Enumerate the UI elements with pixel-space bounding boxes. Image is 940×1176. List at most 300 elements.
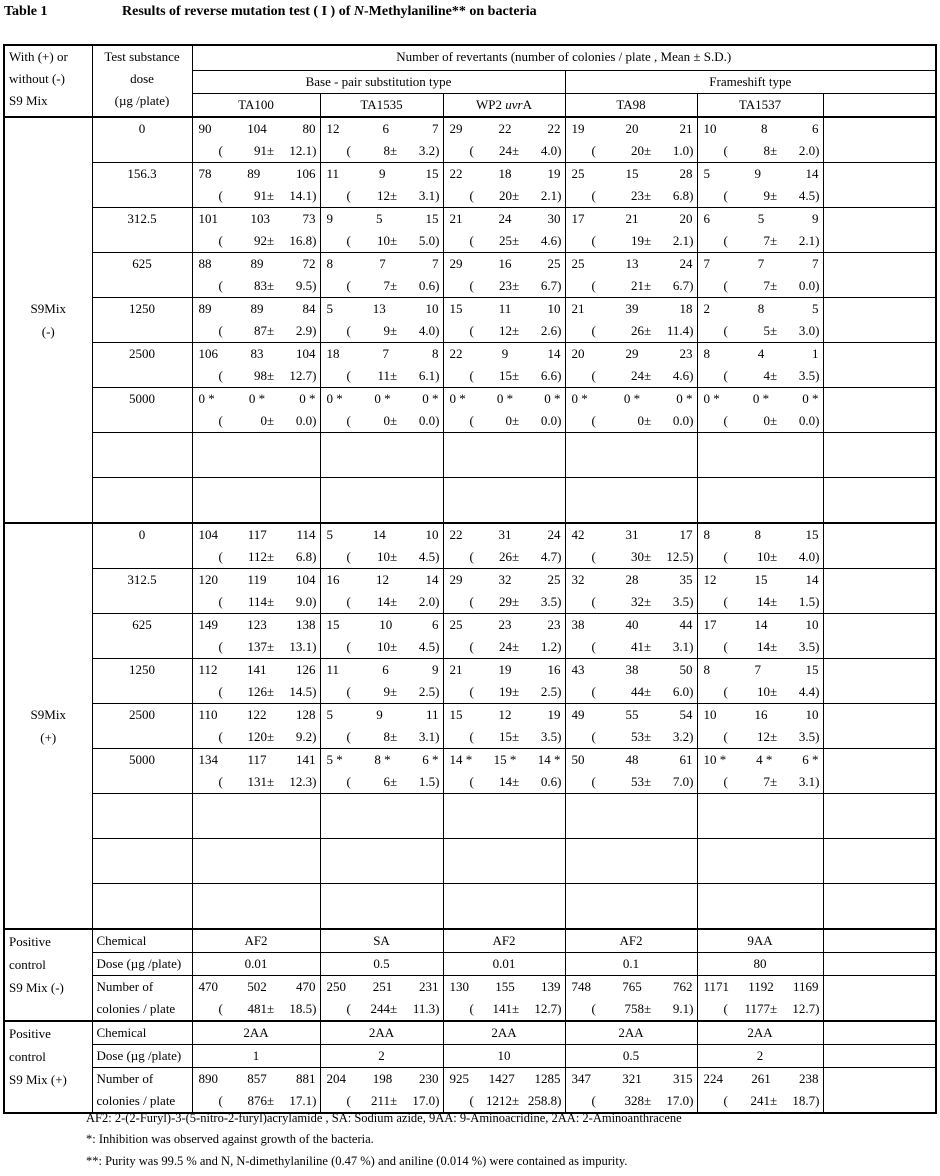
plate-count: 14 [754, 617, 768, 632]
blank-cell [443, 433, 565, 478]
plate-counts [566, 343, 697, 365]
sd-value: 9.1 [672, 1001, 690, 1016]
paren: ) [435, 729, 440, 744]
paren: ) [689, 639, 694, 654]
plate-counts [698, 388, 823, 410]
footnote-abbreviations: AF2: 2-(2-Furyl)-3-(5-nitro-2-furyl)acrylamide , SA: Sodium azide, 9AA: 9-Aminoacridine, 2AA: 2-Aminoanthracene [86, 1111, 682, 1125]
plate-count: 470 [198, 979, 218, 994]
sd-value: 2.5 [540, 684, 558, 699]
chemical-label: Chemical [92, 1021, 192, 1045]
plate-count: 149 [198, 617, 218, 632]
mean-sd [321, 230, 443, 252]
plate-count: 250 [326, 979, 346, 994]
paren: ) [815, 639, 820, 654]
paren: ( [591, 188, 596, 203]
dose-cell: 625 [92, 614, 192, 659]
paren: ( [723, 188, 728, 203]
plate-count: 19 [547, 166, 561, 181]
mean-value: 10 [377, 233, 391, 248]
plate-count: 7 [754, 662, 761, 677]
plate-count: 347 [571, 1071, 591, 1086]
strain-cell [443, 569, 565, 614]
paren: ( [218, 774, 223, 789]
plus-minus: ± [390, 143, 398, 158]
strain-cell [565, 253, 697, 298]
strain-cell [320, 1068, 443, 1114]
mean-sd [566, 591, 697, 613]
mean-sd [193, 410, 320, 432]
footnote-inhibition: *: Inhibition was observed against growth of the bacteria. [86, 1132, 374, 1146]
mean-sd [321, 591, 443, 613]
plate-count: 14 [805, 166, 819, 181]
text-line: (+) [40, 730, 57, 745]
plus-minus: ± [267, 594, 275, 609]
paren: ( [469, 278, 474, 293]
blank-cell [320, 433, 443, 478]
sd-value: 3.5 [540, 729, 558, 744]
sd-value: 12.7 [534, 1001, 558, 1016]
blank-cell [565, 433, 697, 478]
sd-value: 2.6 [540, 323, 558, 338]
paren: ( [723, 1093, 728, 1108]
plate-count: 49 [571, 707, 585, 722]
paren: ( [218, 188, 223, 203]
strain-cell [443, 343, 565, 388]
mean-sd [566, 365, 697, 387]
paren: ( [469, 549, 474, 564]
plate-counts [566, 976, 697, 998]
mean-value: 91 [254, 188, 268, 203]
strain-cell [697, 298, 823, 343]
sd-value: 3.1 [798, 774, 816, 789]
plate-counts [444, 524, 565, 546]
plate-counts [566, 659, 697, 681]
mean-sd [444, 365, 565, 387]
plate-counts [193, 298, 320, 320]
plate-counts [698, 1068, 823, 1090]
table-number: Table 1 [4, 4, 48, 19]
mean-value: 10 [757, 684, 771, 699]
strain-cell [565, 343, 697, 388]
plate-count: 0 * [802, 391, 819, 406]
paren: ( [723, 1001, 728, 1016]
mean-value: 141 [492, 1001, 513, 1016]
mean-value: 131 [247, 774, 268, 789]
dose-cell: 0.1 [565, 953, 697, 976]
mean-sd [321, 1090, 443, 1112]
plate-count: 21 [625, 211, 639, 226]
blank-row [4, 884, 936, 930]
caption-pre: Results of reverse mutation test ( I ) of [122, 4, 354, 19]
positive-count-row [4, 976, 936, 1022]
plus-minus: ± [644, 549, 652, 564]
mean-sd [566, 275, 697, 297]
text-line: With (+) or [9, 49, 68, 64]
plus-minus: ± [512, 188, 520, 203]
plate-count: 139 [541, 979, 561, 994]
mean-value: 137 [247, 639, 268, 654]
plate-counts [698, 253, 823, 275]
plus-minus: ± [267, 413, 275, 428]
plus-minus: ± [644, 143, 652, 158]
plate-count: 0 * [752, 391, 770, 406]
strain-cell [320, 298, 443, 343]
sd-value: 5.0 [418, 233, 436, 248]
sd-value: 4.6 [672, 368, 690, 383]
positive-label [4, 929, 92, 1021]
sd-value: 0.0 [798, 413, 816, 428]
paren: ( [591, 278, 596, 293]
plate-counts [698, 976, 823, 998]
plate-counts [193, 1068, 320, 1090]
plate-count: 0 * [198, 391, 215, 406]
plate-count: 10 [425, 301, 439, 316]
plate-count: 765 [622, 979, 642, 994]
plate-counts [444, 253, 565, 275]
paren: ) [435, 233, 440, 248]
paren: ) [689, 413, 694, 428]
plate-count: 106 [198, 346, 218, 361]
plate-counts [193, 253, 320, 275]
plus-minus: ± [770, 233, 778, 248]
plate-count: 8 [703, 527, 710, 542]
plus-minus: ± [390, 1093, 398, 1108]
mean-sd [698, 320, 823, 342]
plate-count: 224 [703, 1071, 723, 1086]
paren: ) [435, 1093, 440, 1108]
paren: ) [815, 143, 820, 158]
sd-value: 6.8 [672, 188, 690, 203]
paren: ) [689, 143, 694, 158]
plate-count: 11 [425, 707, 439, 722]
mean-value: 7 [763, 774, 771, 789]
strain-cell [565, 163, 697, 208]
plate-count: 106 [296, 166, 316, 181]
blank-cell [565, 794, 697, 839]
plate-count: 13 [625, 256, 639, 271]
plate-count: 0 * [571, 391, 588, 406]
strain-cell [565, 749, 697, 794]
paren: ( [346, 1001, 351, 1016]
plate-count: 80 [302, 121, 316, 136]
mean-sd [193, 726, 320, 748]
paren: ( [346, 368, 351, 383]
dose-cell: 312.5 [92, 208, 192, 253]
paren: ( [723, 143, 728, 158]
plus-minus: ± [512, 1001, 520, 1016]
plus-minus: ± [770, 549, 778, 564]
plate-count: 123 [247, 617, 267, 632]
plus-minus: ± [644, 594, 652, 609]
blank-cell [192, 433, 320, 478]
paren: ) [689, 368, 694, 383]
plate-count: 103 [250, 211, 270, 226]
plate-count: 890 [198, 1071, 218, 1086]
text-line: (-) [41, 324, 55, 339]
plate-count: 502 [247, 979, 267, 994]
mean-value: 21 [631, 278, 645, 293]
group-label [4, 117, 92, 523]
text-line: S9Mix [30, 707, 66, 722]
plate-counts [444, 1068, 565, 1090]
plate-count: 24 [679, 256, 693, 271]
paren: ( [591, 594, 596, 609]
strain-cell [192, 298, 320, 343]
text-line: colonies / plate [96, 1093, 176, 1108]
plate-count: 18 [326, 346, 340, 361]
plate-count: 9 [432, 662, 439, 677]
strain-cell [192, 253, 320, 298]
header-revertants: Number of revertants (number of colonies / plate , Mean ± S.D.) [192, 45, 936, 71]
plate-counts [193, 118, 320, 140]
strain-cell [320, 208, 443, 253]
mean-value: 211 [370, 1093, 391, 1108]
sd-value: 258.8 [527, 1093, 558, 1108]
plate-counts [321, 524, 443, 546]
paren: ( [346, 729, 351, 744]
plate-count: 5 [757, 211, 765, 226]
mean-sd [566, 546, 697, 568]
paren: ) [312, 188, 317, 203]
plus-minus: ± [512, 323, 520, 338]
paren: ) [312, 413, 317, 428]
plus-minus: ± [390, 549, 398, 564]
plate-count: 261 [751, 1071, 771, 1086]
mean-value: 91 [254, 143, 268, 158]
plate-count: 15 [449, 707, 463, 722]
blank-row [4, 433, 936, 478]
mean-sd [444, 230, 565, 252]
plus-minus: ± [390, 729, 398, 744]
plate-counts [566, 163, 697, 185]
plate-count: 762 [673, 979, 693, 994]
sd-value: 0.6 [418, 278, 436, 293]
plate-count: 10 * [703, 752, 727, 767]
paren: ( [591, 684, 596, 699]
paren: ( [346, 233, 351, 248]
plate-count: 16 [547, 662, 561, 677]
plate-count: 1285 [534, 1071, 561, 1086]
paren: ( [218, 684, 223, 699]
plate-count: 17 [679, 527, 693, 542]
strain-cell [697, 208, 823, 253]
data-row [4, 749, 936, 794]
paren: ( [218, 729, 223, 744]
mean-value: 15 [499, 729, 513, 744]
mean-value: 114 [247, 594, 268, 609]
paren: ) [312, 549, 317, 564]
paren: ( [469, 684, 474, 699]
paren: ) [312, 684, 317, 699]
plate-count: 12 [326, 121, 340, 136]
dose-cell: 10 [443, 1045, 565, 1068]
paren: ) [435, 639, 440, 654]
data-row [4, 659, 936, 704]
plate-count: 24 [547, 527, 561, 542]
blank-cell [192, 884, 320, 930]
strain-cell [565, 569, 697, 614]
plate-counts [698, 524, 823, 546]
mean-sd [698, 140, 823, 162]
dose-cell: 2500 [92, 343, 192, 388]
plus-minus: ± [770, 594, 778, 609]
paren: ( [346, 774, 351, 789]
sd-value: 3.1 [672, 639, 690, 654]
paren: ) [557, 188, 562, 203]
plate-count: 24 [498, 211, 512, 226]
plate-count: 10 [805, 617, 819, 632]
paren: ) [557, 323, 562, 338]
plate-counts [566, 614, 697, 636]
mean-value: 9 [383, 684, 391, 699]
blank-cell [823, 929, 936, 953]
plate-count: 15 [805, 662, 819, 677]
table-caption [122, 4, 537, 20]
plate-count: 15 [326, 617, 340, 632]
plate-counts [321, 1068, 443, 1090]
dose-cell: 0 [92, 523, 192, 569]
plate-count: 5 [326, 301, 333, 316]
plate-count: 22 [449, 346, 463, 361]
header-strain: WP2 uvrA [443, 94, 565, 118]
strain-cell [320, 523, 443, 569]
group-label [4, 523, 92, 929]
mean-value: 8 [383, 143, 391, 158]
strain-cell [320, 659, 443, 704]
paren: ) [557, 774, 562, 789]
plus-minus: ± [512, 368, 520, 383]
plate-count: 21 [449, 662, 463, 677]
sd-value: 4.6 [540, 233, 558, 248]
paren: ( [218, 1001, 223, 1016]
strain-cell [192, 163, 320, 208]
mean-value: 12 [499, 323, 513, 338]
plate-count: 9 [376, 707, 383, 722]
strain-cell [320, 163, 443, 208]
plate-counts [444, 343, 565, 365]
plate-count: 20 [625, 121, 639, 136]
mean-sd [321, 771, 443, 793]
blank-cell [320, 884, 443, 930]
mean-value: 876 [247, 1093, 268, 1108]
plate-counts [566, 118, 697, 140]
plate-count: 8 [703, 346, 710, 361]
plate-count: 8 [754, 527, 761, 542]
count-label [92, 1068, 192, 1114]
plate-count: 7 [379, 256, 386, 271]
strain-cell [320, 388, 443, 433]
strain-cell [697, 523, 823, 569]
header-frameshift: Frameshift type [565, 71, 936, 94]
plus-minus: ± [512, 729, 520, 744]
plate-count: 16 [754, 707, 768, 722]
plate-count: 8 [326, 256, 333, 271]
plate-count: 0 * [676, 391, 693, 406]
plate-count: 22 [449, 166, 463, 181]
mean-sd [444, 771, 565, 793]
sd-value: 3.5 [798, 729, 816, 744]
blank-cell [320, 839, 443, 884]
plate-count: 42 [571, 527, 585, 542]
plate-count: 28 [625, 572, 639, 587]
plate-counts [321, 298, 443, 320]
plus-minus: ± [267, 278, 275, 293]
chemical-cell: 2AA [697, 1021, 823, 1045]
blank-cell [92, 433, 192, 478]
strain-cell [565, 704, 697, 749]
blank-cell [320, 794, 443, 839]
mean-value: 7 [383, 278, 391, 293]
strain-cell [443, 117, 565, 163]
plate-count: 39 [625, 301, 639, 316]
header-strain: TA100 [192, 94, 320, 118]
strain-cell [565, 1068, 697, 1114]
mean-sd [193, 771, 320, 793]
plate-count: 231 [419, 979, 439, 994]
strain-cell [320, 749, 443, 794]
strain-cell [192, 117, 320, 163]
plate-count: 0 * [374, 391, 391, 406]
plate-count: 14 [547, 346, 561, 361]
plate-counts [698, 118, 823, 140]
plate-counts [321, 569, 443, 591]
plate-counts [321, 614, 443, 636]
positive-count-row [4, 1068, 936, 1114]
mean-value: 12 [757, 729, 771, 744]
plate-count: 5 [326, 707, 333, 722]
plate-counts [193, 343, 320, 365]
plus-minus: ± [390, 413, 398, 428]
plate-count: 17 [571, 211, 585, 226]
paren: ( [591, 729, 596, 744]
sd-value: 2.5 [418, 684, 436, 699]
paren: ( [469, 729, 474, 744]
sd-value: 0.0 [672, 413, 690, 428]
strain-cell [697, 253, 823, 298]
blank-cell [823, 1045, 936, 1068]
strain-cell [320, 976, 443, 1022]
plate-count: 15 [805, 527, 819, 542]
strain-cell [443, 253, 565, 298]
mean-value: 0 [637, 413, 645, 428]
paren: ( [723, 684, 728, 699]
data-row [4, 298, 936, 343]
plate-counts [566, 569, 697, 591]
mean-value: 0 [260, 413, 268, 428]
paren: ( [723, 368, 728, 383]
mean-sd [698, 591, 823, 613]
blank-cell [192, 478, 320, 524]
text-line: Number of [96, 979, 154, 994]
blank-cell [823, 253, 936, 298]
plate-counts [566, 1068, 697, 1090]
paren: ) [435, 1001, 440, 1016]
paren: ( [346, 549, 351, 564]
sd-value: 2.0 [798, 143, 816, 158]
paren: ( [469, 188, 474, 203]
paren: ) [312, 729, 317, 744]
blank-cell [565, 839, 697, 884]
plate-counts [444, 163, 565, 185]
plate-counts [566, 298, 697, 320]
mean-value: 87 [254, 323, 268, 338]
plus-minus: ± [390, 368, 398, 383]
paren: ( [346, 413, 351, 428]
sd-value: 18.7 [792, 1093, 816, 1108]
strain-cell [320, 253, 443, 298]
mean-value: 328 [624, 1093, 645, 1108]
sd-value: 2.1 [798, 233, 816, 248]
